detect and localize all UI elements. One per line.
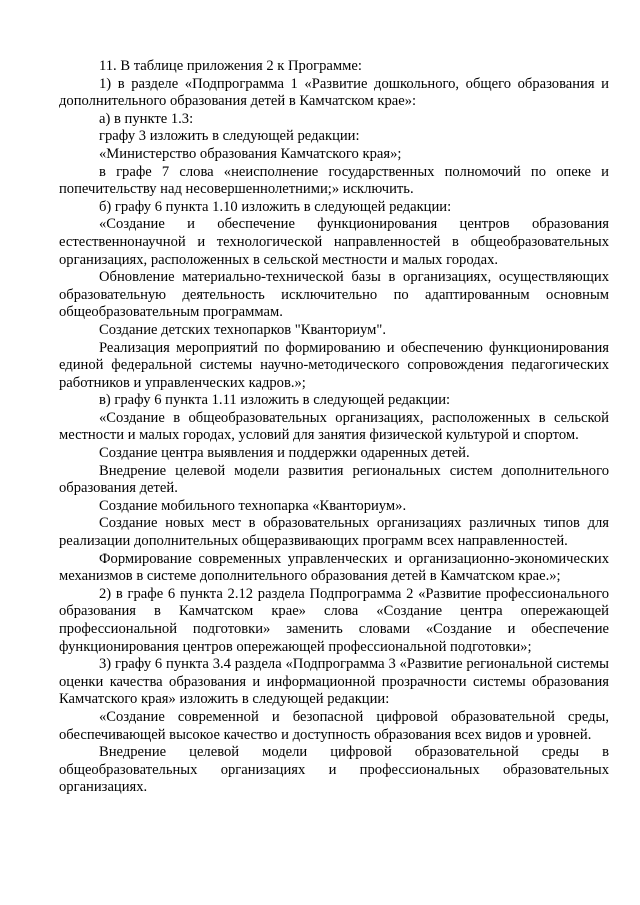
paragraph-subprogram-3: 3) графу 6 пункта 3.4 раздела «Подпрограмма 3 «Развитие региональной системы оценки качества образования и информационной прозрачности системы образования Камчатского края» изложить в следующей редакции: (59, 656, 609, 708)
paragraph-column-3: графу 3 изложить в следующей редакции: (99, 128, 360, 145)
paragraph-mobile-technopark: Создание мобильного технопарка «Кванториум». (99, 497, 407, 514)
paragraph-sport-conditions: «Создание в общеобразовательных организациях, расположенных в сельской местности и малых городах, условий для занятия физической культурой и спортом. (59, 409, 609, 444)
paragraph-subprogram-2: 2) в графе 6 пункта 2.12 раздела Подпрограмма 2 «Развитие профессионального образования в Камчатском крае» слова «Создание центра опережающей профессиональной подготовки» заменить словами «Создание и обеспечение функционирования центров опережающей профессиональной подготовки»; (59, 585, 609, 655)
paragraph-gifted-center: Создание центра выявления и поддержки одаренных детей. (99, 445, 470, 462)
paragraph-point-1-10: б) графу 6 пункта 1.10 изложить в следующей редакции: (99, 198, 452, 215)
paragraph-material-base: Обновление материально-технической базы в организациях, осуществляющих образовательную деятельность исключительно по адаптированным основным общеобразовательным программам. (59, 269, 609, 321)
document-body (59, 58, 609, 797)
paragraph-point-1-3: а) в пункте 1.3: (99, 110, 194, 127)
paragraph-subprogram-1: 1) в разделе «Подпрограмма 1 «Развитие дошкольного, общего образования и дополнительного образования детей в Камчатском крае»: (59, 75, 609, 110)
paragraph-digital-environment: «Создание современной и безопасной цифровой образовательной среды, обеспечивающей высокое качество и доступность образования всех видов и уровней. (59, 708, 609, 743)
paragraph-digital-target-model: Внедрение целевой модели цифровой образовательной среды в общеобразовательных организациях и профессиональных образовательных организациях. (59, 744, 609, 796)
paragraph-technoparks: Создание детских технопарков "Кванториум". (99, 321, 387, 338)
paragraph-new-places: Создание новых мест в образовательных организациях различных типов для реализации дополнительных общеразвивающих программ всех направленностей. (59, 515, 609, 550)
paragraph-management-mechanisms: Формирование современных управленческих и организационно-экономических механизмов в системе дополнительного образования детей в Камчатском крае.»; (59, 550, 609, 585)
paragraph-item-11-heading: 11. В таблице приложения 2 к Программе: (99, 58, 362, 74)
paragraph-methodical-support: Реализация мероприятий по формированию и обеспечению функционирования единой федеральной системы научно-методического сопровождения педагогических работников и управленческих кадров.»; (59, 339, 609, 391)
paragraph-point-1-11: в) графу 6 пункта 1.11 изложить в следующей редакции: (99, 392, 451, 409)
paragraph-ministry: «Министерство образования Камчатского края»; (99, 145, 402, 162)
paragraph-column-7: в графе 7 слова «неисполнение государственных полномочий по опеке и попечительству над несовершеннолетними;» исключить. (59, 163, 609, 198)
paragraph-target-model: Внедрение целевой модели развития региональных систем дополнительного образования детей. (59, 462, 609, 497)
paragraph-centers: «Создание и обеспечение функционирования центров образования естественнонаучной и технологической направленностей в общеобразовательных организациях, расположенных в сельской местности и малых городах. (59, 216, 609, 268)
